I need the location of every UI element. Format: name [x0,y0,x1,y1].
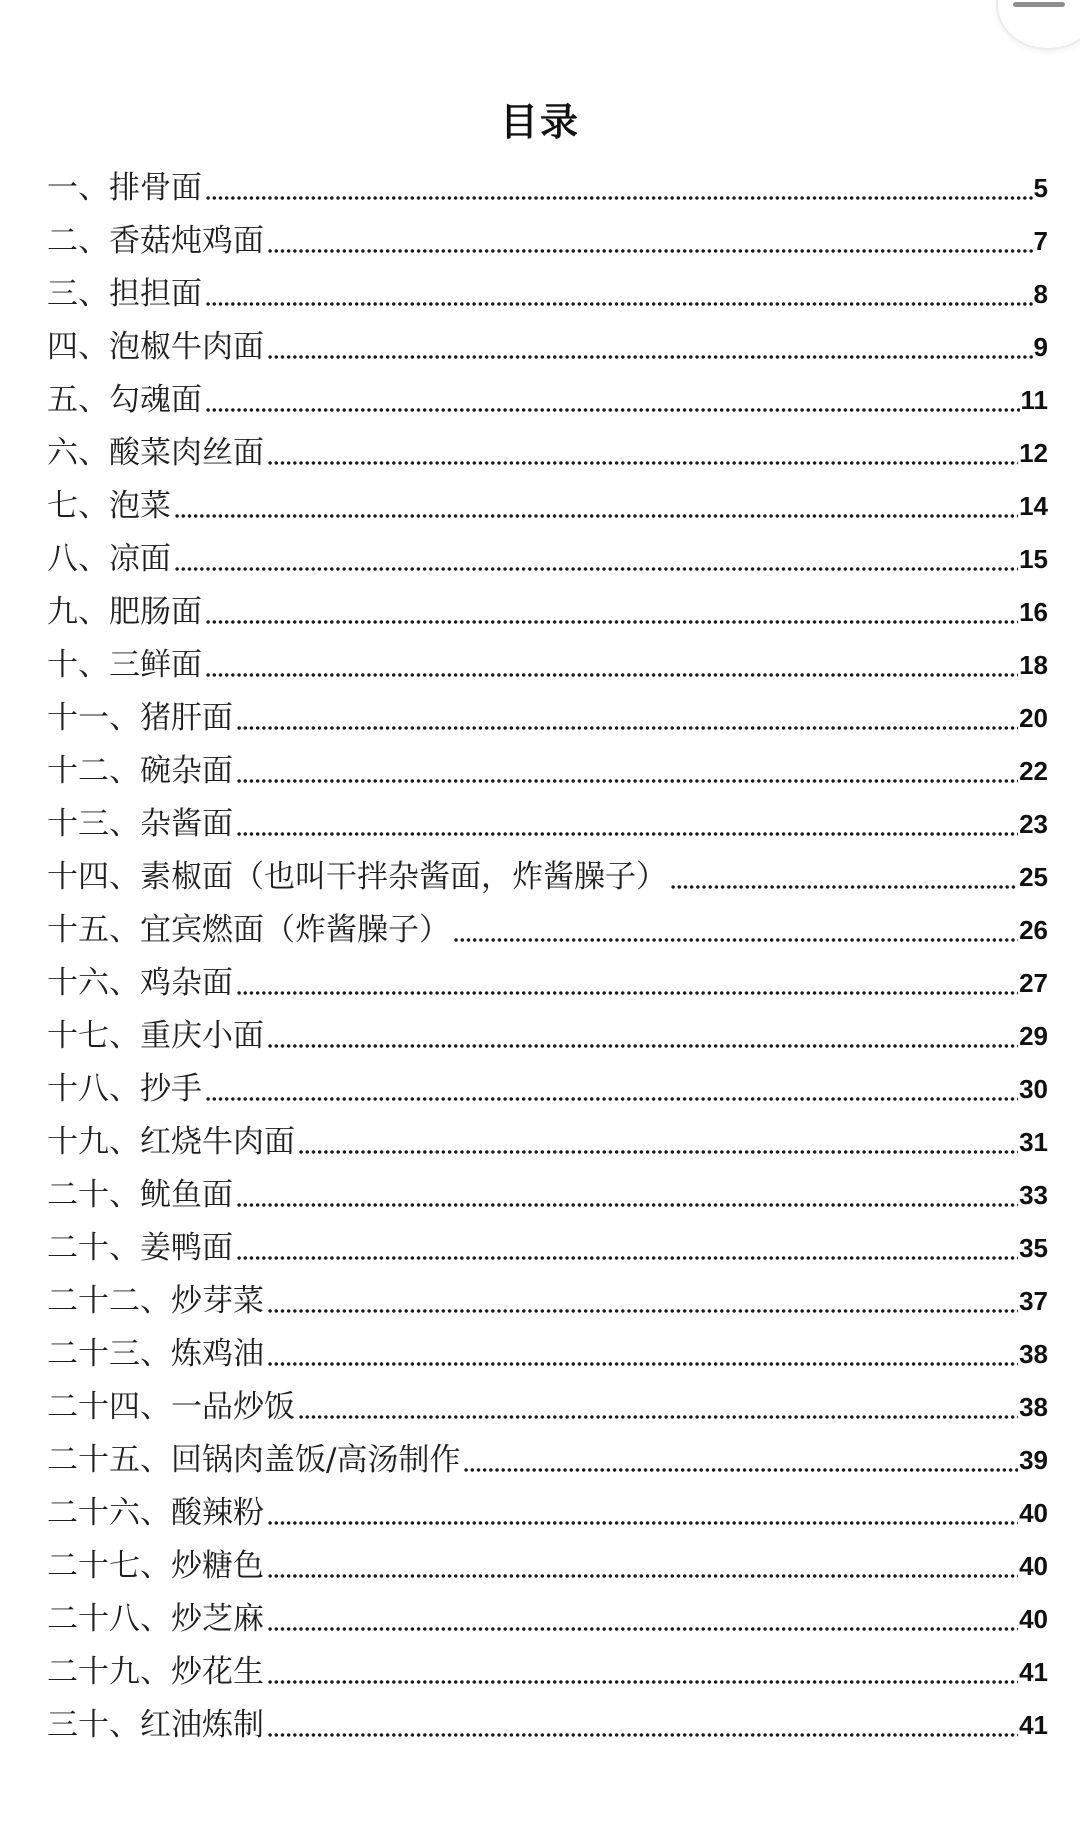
dot-leader [670,857,1018,897]
dot-leader [267,1705,1018,1745]
toc-entry-label: 五、勾魂面 [47,382,202,418]
toc-entry-label: 十六、鸡杂面 [47,965,233,1001]
toc-entry-label: 十九、红烧牛肉面 [47,1124,295,1160]
toc-entry-page-number: 12 [1019,438,1048,468]
toc-entry-label: 三十、红油炼制 [47,1707,264,1743]
toc-entry[interactable] [47,791,1048,844]
toc-entry-page-number: 26 [1019,915,1048,945]
toc-entry[interactable] [47,1268,1048,1321]
toc-entry-label: 十八、抄手 [47,1071,202,1107]
toc-entry[interactable] [47,1586,1048,1639]
toc-entry-label: 六、酸菜肉丝面 [47,435,264,471]
toc-entry[interactable] [47,208,1048,261]
dot-leader [174,486,1018,526]
dot-leader [205,645,1018,685]
toc-entry-label: 二十四、一品炒饭 [47,1389,295,1425]
toc-entry-label: 十三、杂酱面 [47,806,233,842]
toc-entry[interactable] [47,950,1048,1003]
toc-entry-page-number: 37 [1019,1286,1048,1316]
dot-leader [236,1228,1018,1268]
toc-entry-page-number: 14 [1019,491,1048,521]
toc-entry[interactable] [47,1003,1048,1056]
toc-entry-page-number: 30 [1019,1074,1048,1104]
toc-entry[interactable] [47,632,1048,685]
toc-entry-label: 二、香菇炖鸡面 [47,223,264,259]
toc-entry[interactable] [47,526,1048,579]
toc-entry[interactable] [47,1480,1048,1533]
toc-entry[interactable] [47,473,1048,526]
toc-entry[interactable] [47,261,1048,314]
toc-entry-page-number: 16 [1019,597,1048,627]
dot-leader [236,963,1018,1003]
toc-entry-label: 二十、姜鸭面 [47,1230,233,1266]
floating-corner-button[interactable] [996,0,1080,50]
toc-entry-page-number: 9 [1033,332,1048,362]
page-title: 目录 [499,100,580,144]
toc-entry-label: 十七、重庆小面 [47,1018,264,1054]
toc-entry[interactable] [47,1162,1048,1215]
toc-entry-label: 十、三鲜面 [47,647,202,683]
toc-entry-page-number: 38 [1019,1392,1048,1422]
dot-leader [267,1281,1018,1321]
dot-leader [267,1546,1018,1586]
toc-entry-page-number: 35 [1019,1233,1048,1263]
toc-entry-page-number: 5 [1033,173,1048,203]
toc-entry[interactable] [47,1427,1048,1480]
toc-entry-page-number: 31 [1019,1127,1048,1157]
dot-leader [236,1175,1018,1215]
toc-entry-page-number: 15 [1019,544,1048,574]
toc-entry-page-number: 29 [1019,1021,1048,1051]
dot-leader [267,1334,1018,1374]
toc-entry[interactable] [47,738,1048,791]
dot-leader [267,1652,1018,1692]
toc-entry-page-number: 27 [1019,968,1048,998]
toc-entry-label: 二十八、炒芝麻 [47,1601,264,1637]
toc-entry-label: 四、泡椒牛肉面 [47,329,264,365]
toc-entry-label: 二十九、炒花生 [47,1654,264,1690]
toc-entry[interactable] [47,1109,1048,1162]
toc-entry-page-number: 23 [1019,809,1048,839]
toc-entry[interactable] [47,1639,1048,1692]
toc-entry-label: 七、泡菜 [47,488,171,524]
toc-entry-label: 十二、碗杂面 [47,753,233,789]
toc-entry-label: 一、排骨面 [47,170,202,206]
dot-leader [236,698,1018,738]
dot-leader [267,1493,1018,1533]
toc-entry-label: 十一、猪肝面 [47,700,233,736]
dot-leader [236,804,1018,844]
toc-entry[interactable] [47,685,1048,738]
dot-leader [205,380,1020,420]
toc-entry-label: 十四、素椒面（也叫干拌杂酱面，炸酱臊子） [47,859,667,895]
dot-leader [267,433,1018,473]
toc-entry-label: 二十五、回锅肉盖饭/高汤制作 [47,1442,461,1478]
toc-entry[interactable] [47,844,1048,897]
dot-leader [267,221,1033,261]
toc-entry-page-number: 25 [1019,862,1048,892]
toc-entry-page-number: 22 [1019,756,1048,786]
toc-entry-page-number: 40 [1019,1551,1048,1581]
dot-leader [453,910,1018,950]
minimize-bar-icon[interactable] [1013,2,1065,7]
toc-entry[interactable] [47,1374,1048,1427]
dot-leader [463,1440,1018,1480]
toc-entry[interactable] [47,897,1048,950]
toc-entry-page-number: 38 [1019,1339,1048,1369]
toc-entry[interactable] [47,579,1048,632]
dot-leader [267,327,1033,367]
toc-entry[interactable] [47,1692,1048,1745]
dot-leader [236,751,1018,791]
toc-entry[interactable] [47,420,1048,473]
dot-leader [298,1387,1018,1427]
dot-leader [267,1599,1018,1639]
dot-leader [205,592,1018,632]
toc-entry-page-number: 18 [1019,650,1048,680]
toc-entry-label: 二十七、炒糖色 [47,1548,264,1584]
toc-entry-page-number: 7 [1033,226,1048,256]
dot-leader [174,539,1018,579]
toc-entry-label: 三、担担面 [47,276,202,312]
dot-leader [267,1016,1018,1056]
toc-entry-page-number: 39 [1019,1445,1048,1475]
toc-entry[interactable] [47,1056,1048,1109]
toc-entry-label: 二十三、炼鸡油 [47,1336,264,1372]
toc-entry-page-number: 41 [1019,1657,1048,1687]
dot-leader [298,1122,1018,1162]
toc-entry-page-number: 20 [1019,703,1048,733]
toc-entry-label: 八、凉面 [47,541,171,577]
dot-leader [205,1069,1018,1109]
toc-entry-label: 二十六、酸辣粉 [47,1495,264,1531]
toc-entry-label: 二十二、炒芽菜 [47,1283,264,1319]
toc-entry-page-number: 40 [1019,1498,1048,1528]
toc-entry[interactable] [47,367,1048,420]
toc-entry[interactable] [47,1215,1048,1268]
dot-leader [205,274,1033,314]
toc-entry-page-number: 11 [1020,385,1048,415]
toc-entry[interactable] [47,314,1048,367]
dot-leader [205,168,1033,208]
toc-entry-page-number: 40 [1019,1604,1048,1634]
toc-entry-label: 十五、宜宾燃面（炸酱臊子） [47,912,450,948]
toc-entry-page-number: 33 [1019,1180,1048,1210]
toc-entry-label: 二十、鱿鱼面 [47,1177,233,1213]
toc-entry[interactable] [47,155,1048,208]
table-of-contents [47,155,1048,1745]
toc-entry-label: 九、肥肠面 [47,594,202,630]
toc-entry-page-number: 41 [1019,1710,1048,1740]
toc-entry-page-number: 8 [1033,279,1048,309]
toc-entry[interactable] [47,1321,1048,1374]
toc-entry[interactable] [47,1533,1048,1586]
